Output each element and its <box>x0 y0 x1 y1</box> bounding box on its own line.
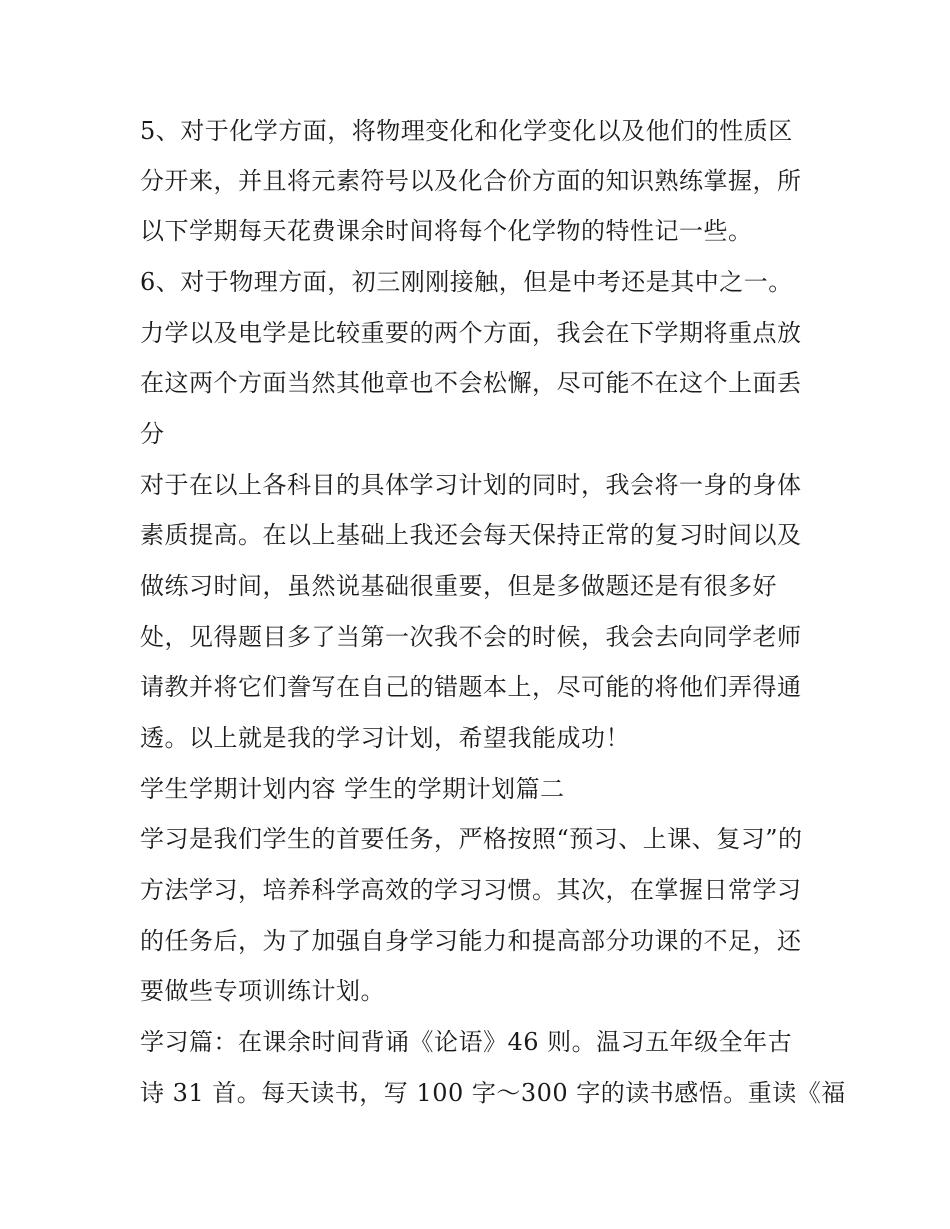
text-line: 要做些专项训练计划。 <box>140 977 385 1005</box>
text-line: 6、对于物理方面，初三刚刚接触，但是中考还是其中之一。 <box>140 268 793 296</box>
text-line: 力学以及电学是比较重要的两个方面，我会在下学期将重点放 <box>140 319 802 347</box>
text-line: 透。以上就是我的学习计划，希望我能成功！ <box>140 724 630 752</box>
text-line: 分 <box>140 420 165 448</box>
text-line: 诗 31 首。每天读书，写 100 字～300 字的读书感悟。重读《福 <box>140 1079 846 1107</box>
text-line: 做练习时间，虽然说基础很重要，但是多做题还是有很多好 <box>140 572 777 600</box>
text-line: 素质提高。在以上基础上我还会每天保持正常的复习时间以及 <box>140 521 802 549</box>
text-line: 请教并将它们誊写在自己的错题本上，尽可能的将他们弄得通 <box>140 673 802 701</box>
text-line: 以下学期每天花费课余时间将每个化学物的特性记一些。 <box>140 217 753 245</box>
text-line: 处，见得题目多了当第一次我不会的时候，我会去向同学老师 <box>140 623 802 651</box>
text-line: 分开来，并且将元素符号以及化合价方面的知识熟练掌握，所 <box>140 167 802 195</box>
text-line: 方法学习，培养科学高效的学习习惯。其次，在掌握日常学习 <box>140 876 802 904</box>
section-heading: 学生学期计划内容 学生的学期计划篇二 <box>140 775 565 803</box>
text-line: 对于在以上各科目的具体学习计划的同时，我会将一身的身体 <box>140 471 802 499</box>
text-line: 5、对于化学方面，将物理变化和化学变化以及他们的性质区 <box>140 117 793 145</box>
text-line: 学习是我们学生的首要任务，严格按照“预习、上课、复习”的 <box>140 825 803 853</box>
text-line: 在这两个方面当然其他章也不会松懈，尽可能不在这个上面丢 <box>140 369 802 397</box>
text-line: 的任务后，为了加强自身学习能力和提高部分功课的不足，还 <box>140 927 802 955</box>
text-line: 学习篇：在课余时间背诵《论语》46 则。温习五年级全年古 <box>140 1028 793 1056</box>
